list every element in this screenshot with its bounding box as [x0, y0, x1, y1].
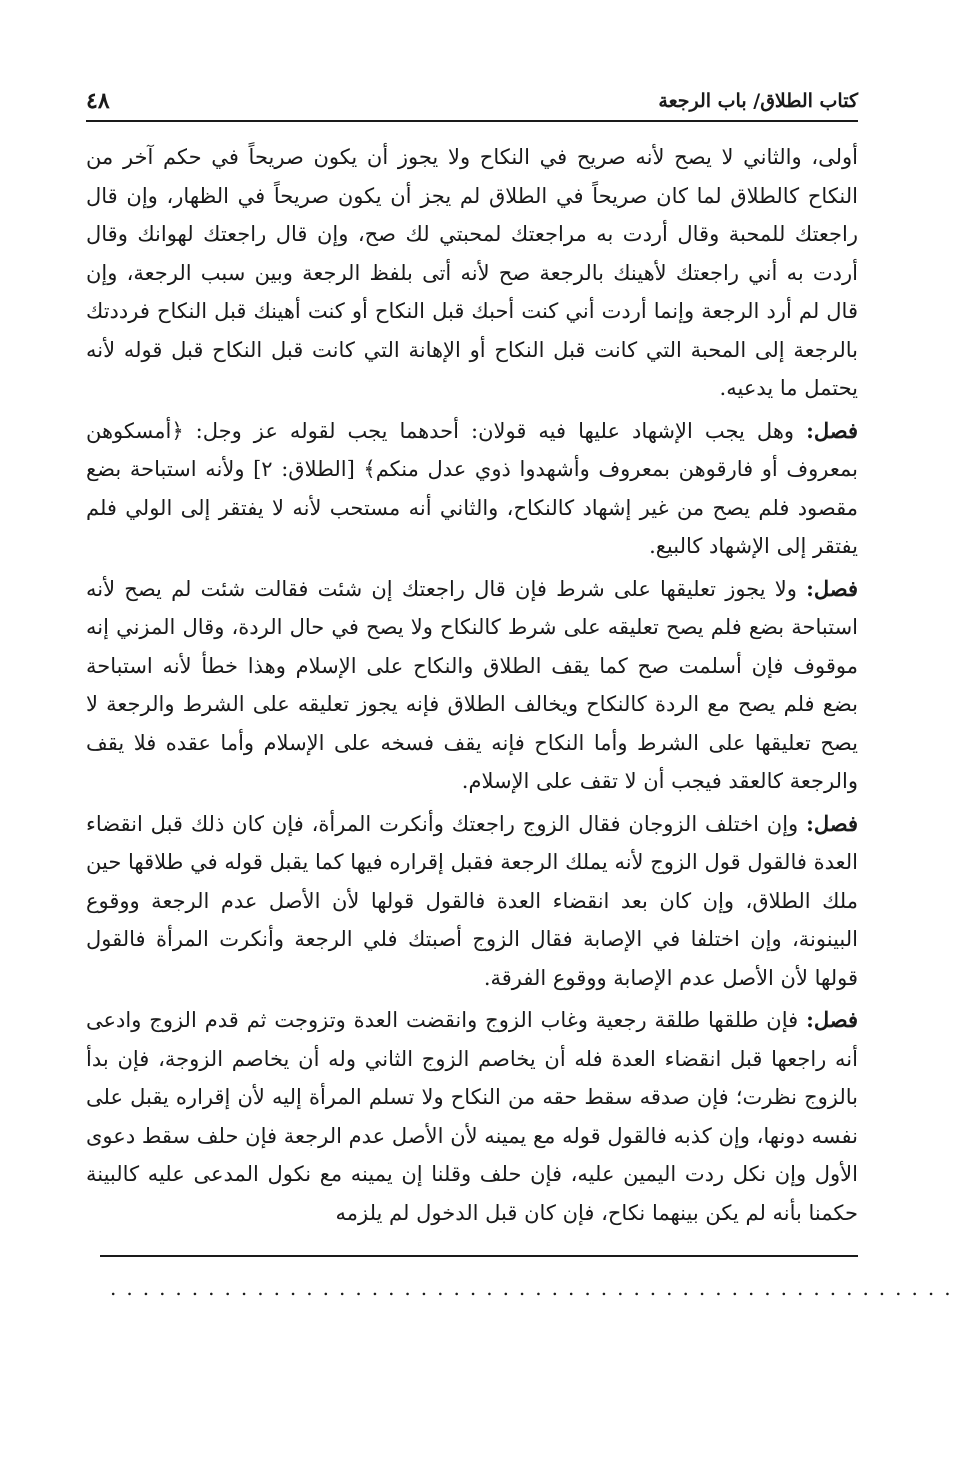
- paragraph-5: [86, 1001, 858, 1232]
- paragraph-text: أولى، والثاني لا يصح لأنه صريح في النكاح ولا يجوز أن يكون صريحاً في حكم آخر من النكاح كالطلاق لما كان صريحاً في الطلاق لم يجز أن يكون صريحاً في الظهار، وإن قال راجعتك للمحبة وقال أردت به مراجعتك لمحبتي لك صح، وإن قال راجعتك لهوانك وقال أردت به أني راجعتك لأهينك بالرجعة صح لأنه أتى بلفظ الرجعة وبين سبب الرجعة، وإن قال لم أرد الرجعة وإنما أردت أني كنت أحبك قبل النكاح أو كنت أهينك قبل النكاح فرددتك بالرجعة إلى المحبة التي كانت قبل النكاح أو الإهانة التي كانت قبل النكاح قبل قوله لأنه يحتمل ما يدعيه.: [86, 145, 858, 400]
- paragraph-1: [86, 138, 858, 408]
- paragraph-text: وإن اختلف الزوجان فقال الزوج راجعتك وأنكرت المرأة، فإن كان ذلك قبل انقضاء العدة فالقول قول الزوج لأنه يملك الرجعة فقبل إقراره فيها كما يقبل قوله في طلاقها حين ملك الطلاق، وإن كان بعد انقضاء العدة فالقول قولها لأن الأصل عدم الرجعة ووقوع البينونة، وإن اختلفا في الإصابة فقال الزوج أصبتك فلي الرجعة وأنكرت المرأة فالقول قولها لأن الأصل عدم الإصابة ووقوع الفرقة.: [86, 811, 858, 990]
- paragraph-text: ولا يجوز تعليقها على شرط فإن قال راجعتك إن شئت فقالت شئت لم يصح لأنه استباحة بضع فلم يصح تعليقه على شرط كالنكاح ولا يصح في حال الردة، وقال المزني إنه موقوف فإن أسلمت صح كما يقف الطلاق والنكاح على الإسلام وهذا خطأ لأنه استباحة بضع فلم يصح مع الردة كالنكاح ويخالف الطلاق فإنه يجوز تعليقه على الشرط والرجعة لا يصح تعليقها على الشرط وأما النكاح فإنه يقف فسخه على الإسلام وأما عقده فلا يقف والرجعة كالعقد فيجب أن لا تقف على الإسلام.: [86, 576, 858, 793]
- footnote-separator: [100, 1255, 858, 1257]
- section-label: فصل:: [806, 810, 858, 836]
- running-title: كتاب الطلاق/ باب الرجعة: [658, 90, 858, 112]
- page-number: ٤٨: [86, 88, 110, 114]
- page-header: [86, 86, 858, 122]
- paragraph-4: [86, 805, 858, 998]
- paragraph-2: [86, 412, 858, 566]
- body-text: [86, 138, 858, 1236]
- section-label: فصل:: [806, 575, 859, 601]
- section-label: فصل:: [806, 1007, 858, 1032]
- paragraph-text: وهل يجب الإشهاد عليها فيه قولان: أحدهما يجب لقوله عز وجل: ﴿أمسكوهن بمعروف أو فارقوهن بمعروف وأشهدوا ذوي عدل منكم﴾ [الطلاق: ٢] ولأنه استباحة بضع مقصود فلم يصح من غير إشهاد كالنكاح، والثاني أنه مستحب لأنه لا يفتقر إلى الولي فلم يفتقر إلى الإشهاد كالبيع.: [86, 418, 859, 558]
- paragraph-text: فإن طلقها طلقة رجعية وغاب الزوج وانقضت العدة وتزوجت ثم قدم الزوج وادعى أنه راجعها قبل انقضاء العدة فله أن يخاصم الزوج الثاني وله أن يخاصم الزوجة، فإن بدأ بالزوج نظرت؛ فإن صدقه سقط حقه من النكاح ولا تسلم المرأة إليه لأن إقراره يقبل على نفسه دونها، وإن كذبه فالقول قوله مع يمينه لأن الأصل عدم الرجعة فإن حلف سقط دعوى الأول وإن نكل ردت اليمين عليه، فإن حلف وقلنا إن يمينه مع نكول المدعى عليه كالبينة حكمنا بأنه لم يكن بينهما نكاح، فإن كان قبل الدخول لم يلزمه: [86, 1008, 858, 1225]
- section-label: فصل:: [806, 417, 858, 443]
- footnote-dots: ....................................................: [110, 1276, 961, 1300]
- paragraph-3: [86, 570, 858, 801]
